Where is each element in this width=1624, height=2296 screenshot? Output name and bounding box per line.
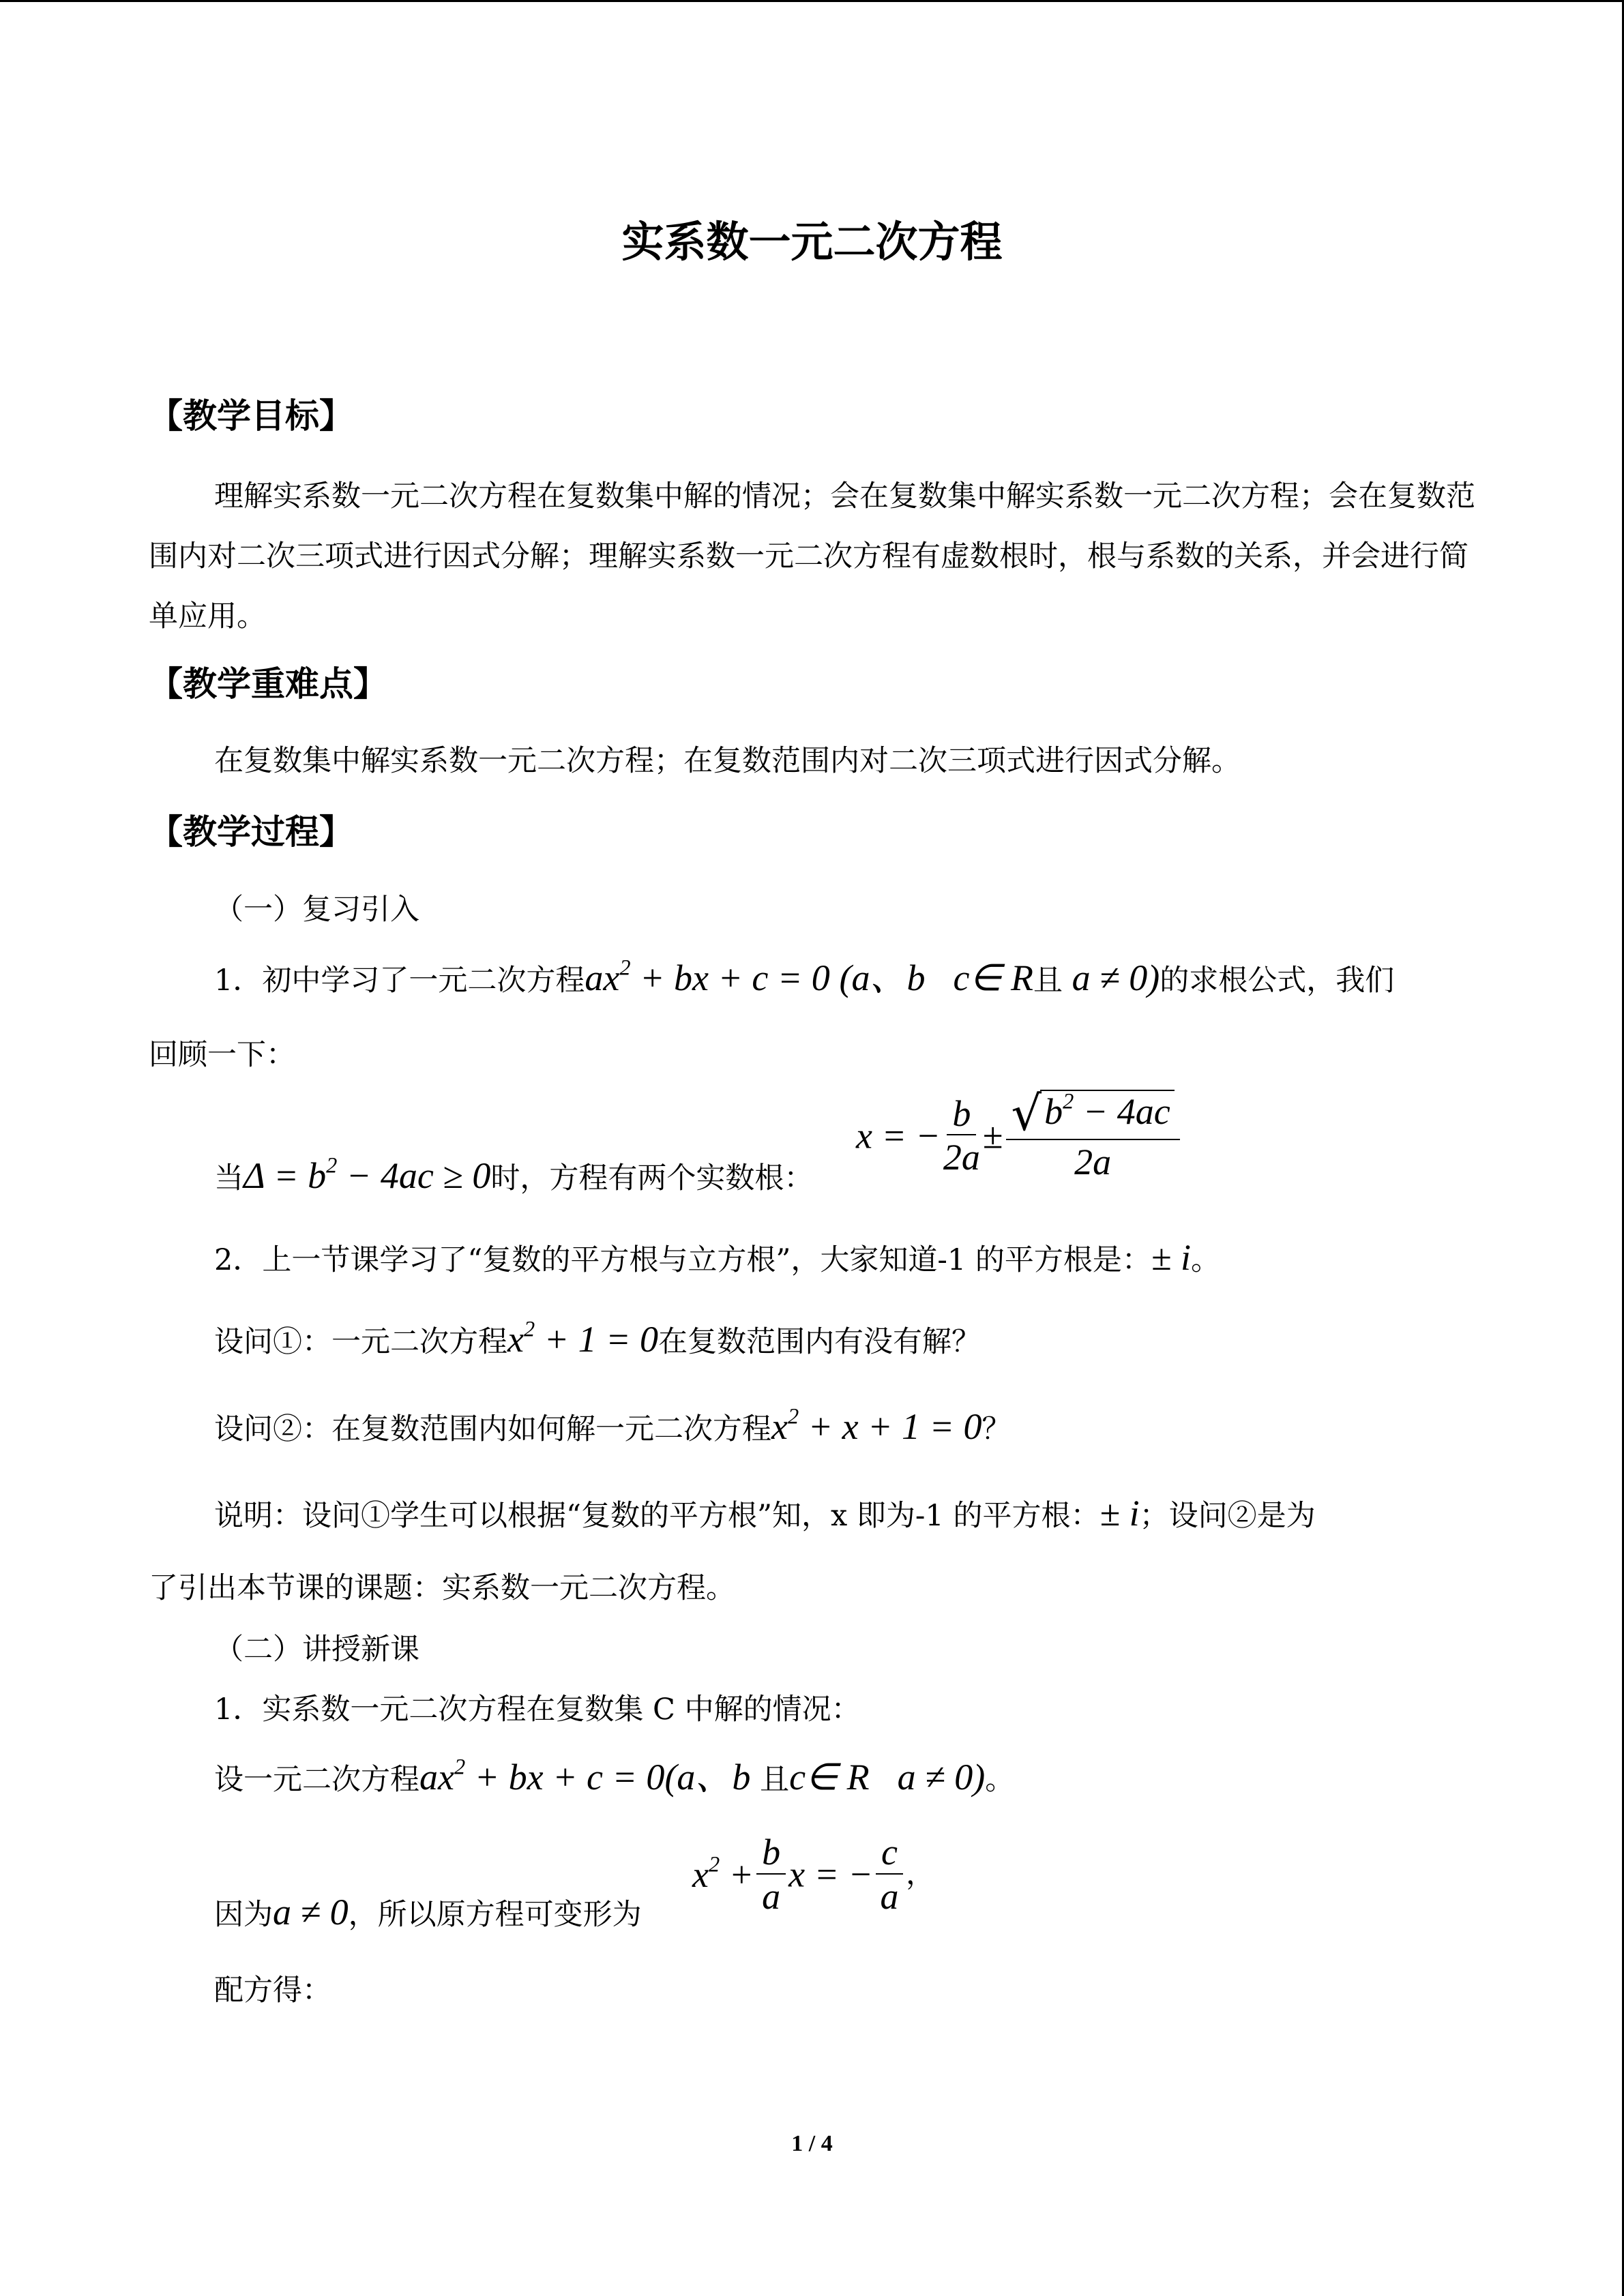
note-line	[214, 1483, 1316, 1546]
condition-ab: (a、b	[839, 957, 926, 998]
question2-prefix: 设问②：在复数范围内如何解一元二次方程	[214, 1412, 771, 1446]
discriminant-when: 当	[214, 1161, 243, 1195]
setup-suffix: 。	[985, 1763, 1015, 1797]
transformed-equation: $x^2$ + $\frac{b}{a}$ x = − $\frac{c}{a}$ ，	[692, 1832, 935, 1917]
note-suffix: ；设问②是为	[1139, 1499, 1316, 1533]
discriminant-expr: $\Delta = b^2 - 4ac \ge 0$	[243, 1153, 491, 1196]
review-item2-prefix: 2．上一节课学习了“复数的平方根与立方根”，大家知道-1 的平方根是：	[214, 1243, 1151, 1277]
page-title: 实系数一元二次方程	[621, 217, 1003, 267]
keypoints-heading: 【教学重难点】	[149, 664, 387, 704]
condition-c: c∈ R	[953, 957, 1033, 998]
review-item1-cont: 回顾一下：	[149, 1038, 295, 1072]
a-ne-0: a ≠ 0	[273, 1892, 349, 1933]
condition-a-ne: a ≠ 0)	[1072, 957, 1160, 998]
page-number: 1 / 4	[791, 2131, 833, 2156]
note-pm-i: ± i	[1099, 1493, 1140, 1534]
question1-prefix: 设问①：一元二次方程	[214, 1325, 507, 1359]
formula-sqrt-over-2a: √ $b^2 - 4ac$ 2a	[1006, 1090, 1180, 1182]
formula-b-over-2a: $\frac{b}{2a}$	[943, 1092, 980, 1178]
setup-cond-and: 且	[760, 1763, 790, 1797]
review-item2-end: 。	[1191, 1243, 1221, 1277]
setup-cond-a-ne: a ≠ 0)	[897, 1757, 986, 1798]
new-lesson-label: （二）讲授新课	[214, 1632, 419, 1667]
question1-suffix: 在复数范围内有没有解？	[658, 1325, 981, 1359]
equation-x2-plus-1: $x^2 + 1 = 0$	[507, 1317, 659, 1360]
complete-square-label: 配方得：	[214, 1973, 331, 2008]
equation-x2-plus-x-plus-1: $x^2 + x + 1 = 0$	[771, 1404, 982, 1447]
page-border-top	[0, 0, 1624, 2]
note-prefix: 说明：设问①学生可以根据“复数的平方根”知，x 即为-1 的平方根：	[214, 1499, 1100, 1533]
review-item1-line	[214, 948, 1394, 1011]
note-cont: 了引出本节课的课题：实系数一元二次方程。	[149, 1571, 735, 1605]
because-line	[214, 1882, 642, 1945]
quadratic-formula: x = − $\frac{b}{2a}$ ± √ $b^2 - 4ac$ 2a	[856, 1090, 1183, 1182]
setup-cond-ab: (a、b	[664, 1757, 751, 1798]
question2-line	[214, 1397, 1011, 1459]
setup-prefix: 设一元二次方程	[214, 1763, 419, 1797]
because-prefix: 因为	[214, 1898, 273, 1932]
new-lesson-item1: 1．实系数一元二次方程在复数集 C 中解的情况：	[214, 1693, 861, 1727]
pm-i-symbol: ± i	[1151, 1237, 1192, 1278]
because-end: ，	[905, 1857, 935, 1892]
process-heading: 【教学过程】	[149, 812, 353, 852]
review-label: （一）复习引入	[214, 893, 419, 927]
review-item1-prefix: 1．初中学习了一元二次方程	[214, 964, 585, 998]
discriminant-mid: 时，方程有两个实数根：	[490, 1161, 814, 1195]
condition-and: 且	[1033, 964, 1063, 998]
equation-general: $ax^2$ + bx + c = 0	[585, 955, 830, 998]
because-mid: ，所以原方程可变形为	[348, 1898, 642, 1932]
setup-line	[214, 1747, 1014, 1810]
review-item1-suffix: 的求根公式，我们	[1160, 964, 1395, 998]
keypoints-paragraph: 在复数集中解实系数一元二次方程；在复数范围内对二次三项式进行因式分解。	[214, 744, 1241, 778]
objectives-paragraph: 理解实系数一元二次方程在复数集中解的情况；会在复数集中解实系数一元二次方程；会在复数范围内对二次三项式进行因式分解；理解实系数一元二次方程有虚数根时，根与系数的关系，并会进行简单应用。	[149, 479, 1475, 633]
discriminant-line	[214, 1146, 813, 1208]
setup-equation: $ax^2$ + bx + c = 0	[419, 1755, 665, 1798]
setup-cond-c: c∈ R	[789, 1757, 870, 1798]
question1-line	[214, 1309, 981, 1372]
question2-suffix: ？	[981, 1412, 1012, 1446]
objectives-heading: 【教学目标】	[149, 396, 353, 436]
review-item2-line	[214, 1227, 1220, 1290]
